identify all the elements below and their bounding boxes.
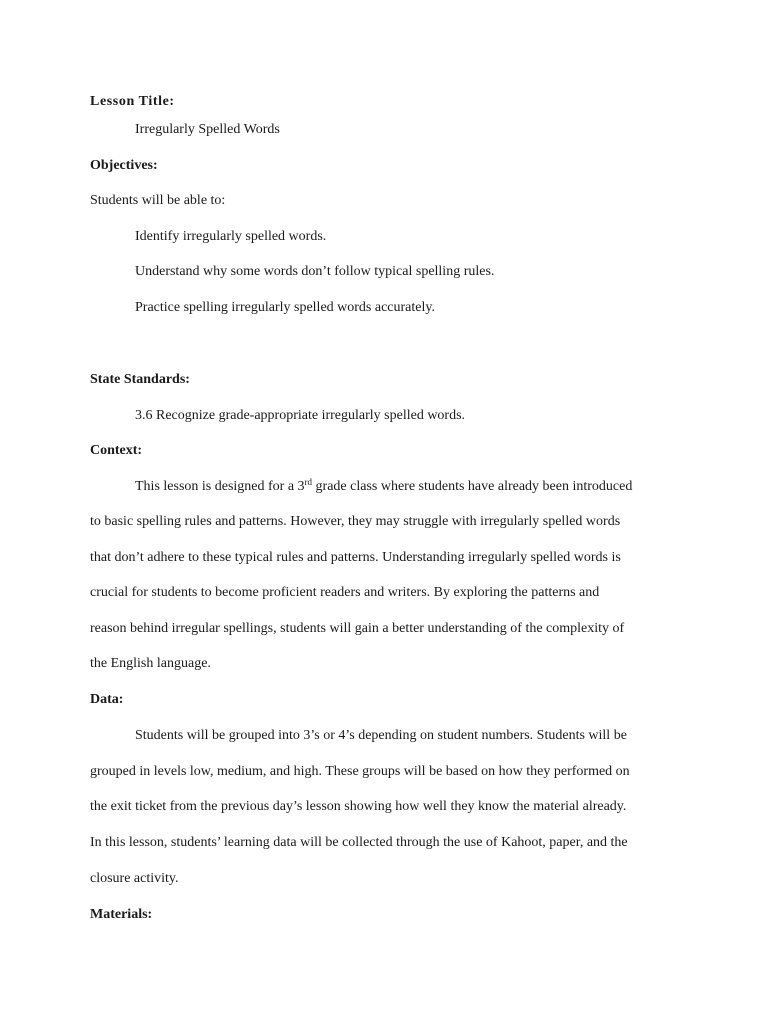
objective-item: Practice spelling irregularly spelled words accurately. [135,300,435,315]
materials-heading: Materials: [90,907,153,922]
context-heading: Context: [90,443,143,458]
objective-item: Identify irregularly spelled words. [135,229,327,244]
lesson-title-value: Irregularly Spelled Words [135,122,280,137]
context-paragraph-line [135,478,632,496]
context-paragraph-line: crucial for students to become proficient readers and writers. By exploring the patterns and [90,585,600,600]
objectives-intro: Students will be able to: [90,193,226,208]
data-paragraph-line: Students will be grouped into 3’s or 4’s depending on student numbers. Students will be [135,728,627,743]
context-paragraph-line: reason behind irregular spellings, students will gain a better understanding of the complexity of [90,621,625,636]
state-standards-heading: State Standards: [90,372,190,387]
data-paragraph-line: grouped in levels low, medium, and high. These groups will be based on how they performed on [90,764,630,779]
context-text: This lesson is designed for a 3 [135,479,305,494]
objective-item: Understand why some words don’t follow typical spelling rules. [135,264,495,279]
context-paragraph-line: that don’t adhere to these typical rules and patterns. Understanding irregularly spelled words is [90,550,621,565]
data-paragraph-line: In this lesson, students’ learning data will be collected through the use of Kahoot, paper, and the [90,835,628,850]
context-paragraph-line: the English language. [90,656,211,671]
context-paragraph-line: to basic spelling rules and patterns. However, they may struggle with irregularly spelled words [90,514,621,529]
context-text: grade class where students have already been introduced [312,479,633,494]
data-heading: Data: [90,692,124,707]
state-standard-item: 3.6 Recognize grade-appropriate irregularly spelled words. [135,408,466,423]
data-paragraph-line: the exit ticket from the previous day’s lesson showing how well they know the material already. [90,799,627,814]
objectives-heading: Objectives: [90,158,158,173]
lesson-title-heading: Lesson Title: [90,94,175,109]
ordinal-suffix: rd [304,477,313,487]
data-paragraph-line: closure activity. [90,871,179,886]
